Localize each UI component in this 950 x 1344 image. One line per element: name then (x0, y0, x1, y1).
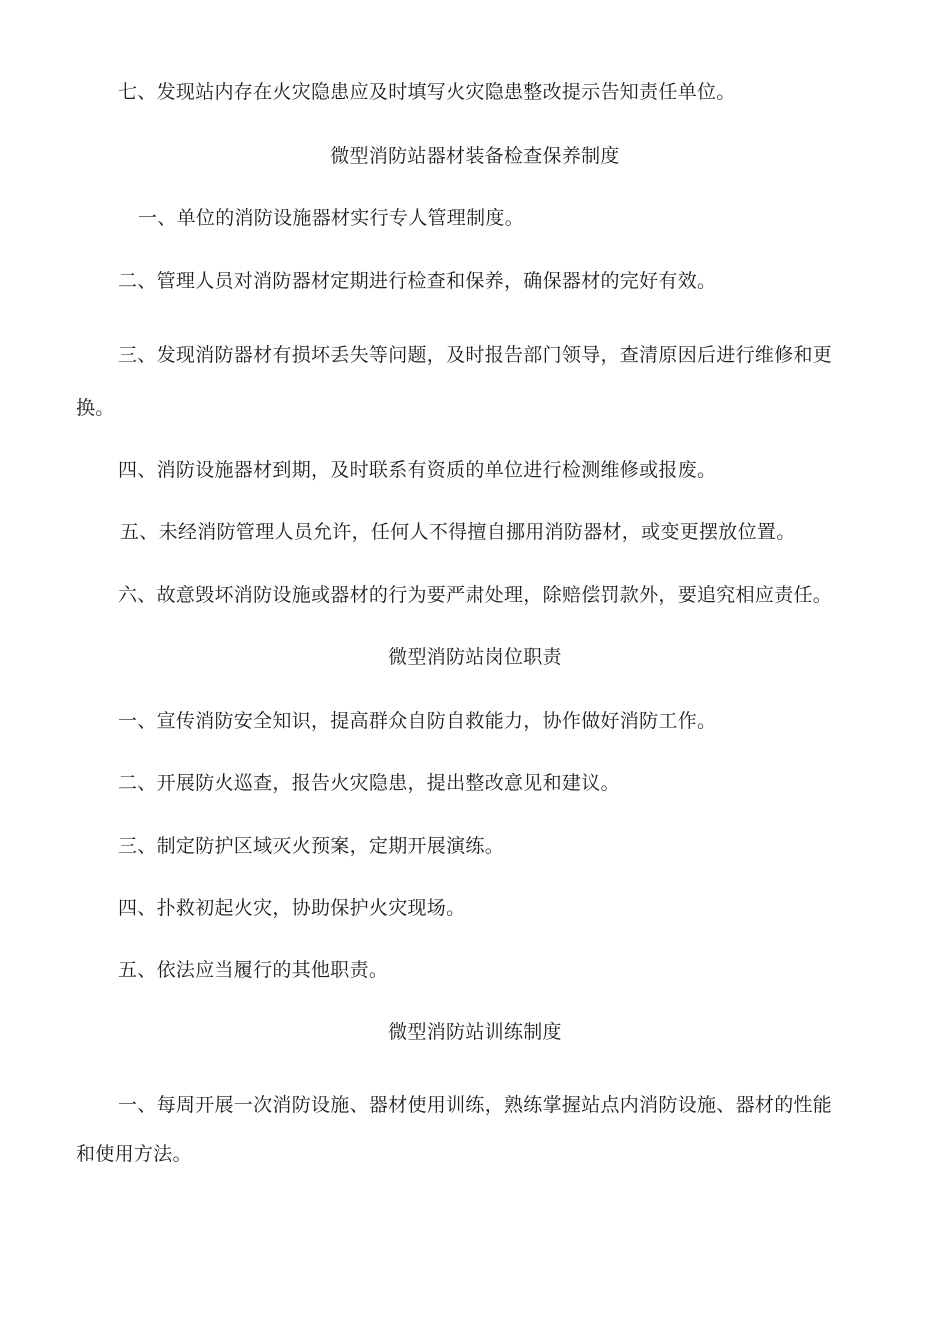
training-section-title: 微型消防站训练制度 (388, 1021, 562, 1043)
training-item-1-line-1: 一、每周开展一次消防设施、器材使用训练，熟练掌握站点内消防设施、器材的性能 (118, 1094, 833, 1116)
equipment-item-5: 五、未经消防管理人员允许，任何人不得擅自挪用消防器材，或变更摆放位置。 (120, 521, 796, 543)
equipment-item-6: 六、故意毁坏消防设施或器材的行为要严肃处理，除赔偿罚款外，要追究相应责任。 (118, 584, 833, 606)
equipment-item-1: 一、单位的消防设施器材实行专人管理制度。 (138, 207, 525, 229)
duties-item-2: 二、开展防火巡查，报告火灾隐患，提出整改意见和建议。 (118, 772, 620, 794)
equipment-item-3-line-2: 换。 (76, 397, 115, 419)
prev-section-item-7: 七、发现站内存在火灾隐患应及时填写火灾隐患整改提示告知责任单位。 (118, 81, 736, 103)
equipment-section-title: 微型消防站器材装备检查保养制度 (330, 145, 620, 167)
equipment-item-3-line-1: 三、发现消防器材有损坏丢失等问题，及时报告部门领导，查清原因后进行维修和更 (118, 344, 833, 366)
duties-item-5: 五、依法应当履行的其他职责。 (118, 959, 389, 981)
duties-section-title: 微型消防站岗位职责 (388, 646, 562, 668)
duties-item-4: 四、扑救初起火灾，协助保护火灾现场。 (118, 897, 466, 919)
duties-item-1: 一、宣传消防安全知识，提高群众自防自救能力，协作做好消防工作。 (118, 710, 717, 732)
duties-item-3: 三、制定防护区域灭火预案，定期开展演练。 (118, 835, 505, 857)
equipment-item-4: 四、消防设施器材到期，及时联系有资质的单位进行检测维修或报废。 (118, 459, 717, 481)
training-item-1-line-2: 和使用方法。 (76, 1143, 192, 1165)
equipment-item-2: 二、管理人员对消防器材定期进行检查和保养，确保器材的完好有效。 (118, 270, 717, 292)
